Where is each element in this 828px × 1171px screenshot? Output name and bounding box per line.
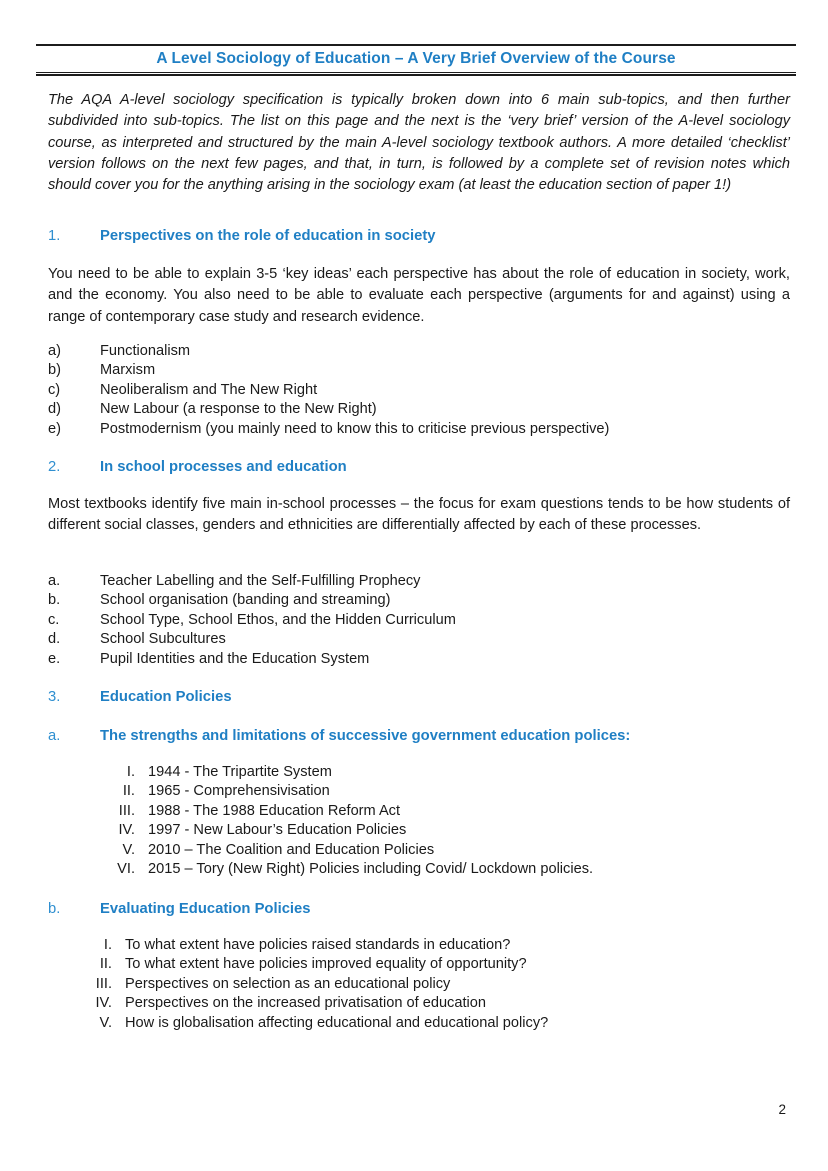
list-item-marker: I. — [126, 764, 135, 780]
section-marker-2: 2. — [48, 459, 61, 475]
list-item — [48, 763, 748, 782]
list-item-label: Neoliberalism and The New Right — [100, 381, 318, 398]
list-item-marker: a) — [48, 343, 61, 359]
list-item-marker: c) — [48, 381, 61, 398]
list-item-marker: IV. — [118, 822, 135, 839]
page-title: A Level Sociology of Education – A Very Brief Overview of the Course — [156, 50, 676, 67]
list-item — [48, 630, 788, 649]
list-item — [48, 821, 748, 840]
section-title-1: Perspectives on the role of education in society — [100, 228, 436, 244]
section-title-3a: The strengths and limitations of successive government education polices: — [100, 728, 631, 744]
list-item — [48, 572, 788, 591]
list-item-label: Perspectives on selection as an educational policy — [125, 975, 451, 992]
list-item — [48, 361, 788, 380]
list-item — [48, 342, 788, 361]
section-title-2: In school processes and education — [100, 459, 347, 475]
section-list-3b — [48, 936, 748, 1033]
list-item-label: School organisation (banding and streaming) — [100, 592, 391, 609]
list-item-label: To what extent have policies raised standards in education? — [125, 937, 511, 953]
list-item-marker: d) — [48, 401, 61, 418]
list-item — [48, 400, 788, 419]
list-item-marker: V. — [122, 841, 135, 858]
list-item — [48, 860, 748, 879]
section-marker-3: 3. — [48, 689, 61, 705]
list-item-marker: V. — [99, 1014, 112, 1031]
list-item-label: Functionalism — [100, 343, 191, 359]
list-item — [48, 591, 788, 610]
section-title-3: Education Policies — [100, 689, 232, 705]
list-item-label: Teacher Labelling and the Self-Fulfilling Prophecy — [100, 573, 421, 589]
list-item — [48, 420, 788, 439]
list-item-label: To what extent have policies improved equality of opportunity? — [125, 956, 527, 973]
list-item-label: School Subcultures — [100, 631, 226, 648]
section-marker-1: 1. — [48, 228, 61, 244]
list-item — [48, 936, 748, 955]
list-item — [48, 955, 748, 974]
list-item-label: 2015 – Tory (New Right) Policies including Covid/ Lockdown policies. — [148, 861, 594, 878]
list-item-marker: c. — [48, 611, 60, 628]
list-item-marker: III. — [118, 802, 135, 819]
list-item-label: 1965 - Comprehensivisation — [148, 783, 330, 800]
title-block — [36, 44, 796, 76]
list-item — [48, 841, 748, 860]
section-heading-3a — [48, 726, 793, 746]
list-item — [48, 782, 748, 801]
section-list-3a — [48, 763, 748, 879]
list-item — [48, 802, 748, 821]
list-item-label: New Labour (a response to the New Right) — [100, 401, 377, 418]
list-item-marker: IV. — [95, 995, 112, 1012]
section-body-2: Most textbooks identify five main in-school processes – the focus for exam questions tends to be how students of different social classes, genders and ethnicities are differentially affected by each of these processes. — [48, 496, 790, 534]
list-item-marker: II. — [122, 783, 135, 800]
list-item — [48, 975, 748, 994]
list-item-label: 1988 - The 1988 Education Reform Act — [148, 802, 401, 819]
title-rule-bottom-thin — [36, 72, 796, 73]
section-title-3b: Evaluating Education Policies — [100, 901, 311, 917]
section-heading-1 — [48, 226, 793, 246]
section-list-1 — [48, 342, 788, 439]
list-item — [48, 650, 788, 669]
list-item-label: School Type, School Ethos, and the Hidden Curriculum — [100, 611, 456, 628]
list-item-marker: II. — [99, 956, 112, 973]
section-body-1: You need to be able to explain 3-5 ‘key ideas’ each perspective has about the role of education in society, work, and the economy. You also need to be able to evaluate each perspective (arguments for and against) using a range of contemporary case study and research evidence. — [48, 266, 790, 325]
list-item-label: 2010 – The Coalition and Education Policies — [148, 841, 435, 858]
list-item-label: Postmodernism (you mainly need to know this to criticise previous perspective) — [100, 420, 610, 437]
list-item-marker: e. — [48, 650, 61, 667]
list-item-label: How is globalisation affecting educational and educational policy? — [125, 1014, 549, 1031]
list-item-marker: a. — [48, 573, 61, 589]
page-number: 2 — [778, 1102, 786, 1117]
list-item-marker: b. — [48, 592, 61, 609]
list-item — [48, 381, 788, 400]
list-item-label: 1944 - The Tripartite System — [148, 764, 332, 780]
list-item — [48, 611, 788, 630]
list-item-marker: e) — [48, 420, 61, 437]
section-marker-3b: b. — [48, 901, 61, 917]
list-item-marker: b) — [48, 362, 61, 379]
section-list-2 — [48, 572, 788, 669]
list-item-label: 1997 - New Labour’s Education Policies — [148, 822, 407, 839]
list-item-label: Pupil Identities and the Education System — [100, 650, 370, 667]
list-item-marker: VI. — [117, 861, 135, 878]
list-item — [48, 1014, 748, 1033]
list-item-marker: d. — [48, 631, 61, 648]
list-item — [48, 994, 748, 1013]
list-item-label: Marxism — [100, 362, 156, 379]
title-rule-bottom-thick — [36, 74, 796, 76]
intro-paragraph: The AQA A-level sociology specification is typically broken down into 6 main sub-topics, and then further subdivided into sub-topics. The list on this page and the next is the ‘very brief’ version of the A-level sociology course, as interpreted and structured by the main A-level sociology textbook authors. A more detailed ‘checklist’ version follows on the next few pages, and that, in turn, is followed by a complete set of revision notes which should cover you for the anything arising in the sociology exam (at least the education section of paper 1!) — [48, 92, 790, 194]
section-heading-3b — [48, 899, 793, 919]
list-item-marker: III. — [95, 975, 112, 992]
list-item-marker: I. — [103, 937, 112, 953]
list-item-label: Perspectives on the increased privatisation of education — [125, 995, 487, 1012]
section-marker-3a: a. — [48, 728, 61, 744]
section-heading-3 — [48, 687, 793, 707]
section-heading-2 — [48, 457, 793, 477]
